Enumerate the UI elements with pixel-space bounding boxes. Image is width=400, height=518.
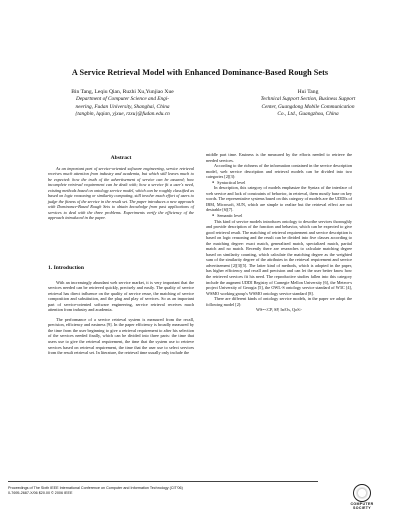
introduction-section: [48, 266, 194, 356]
intro-paragraph-2: The performance of a service retrieval system is measured from the recall, precision, efficiency and easiness [9]. In the paper efficiency is broadly measured by the time from the user beginning to give a retrieval requirement to after his selection of the services needed finally, which can be divided into three parts: the time that users use to give the retrieval requirement, the time that the system use to retrieve services based on retrieval requirement, the time that the user use to select services from the result retrieval set. In literature, the retrieval time usually only include the: [48, 316, 194, 356]
affiliation-left-1: Department of Computer Science and Engi-: [75, 96, 170, 103]
footer-rule: [8, 481, 318, 482]
abstract-text: As an important part of service-oriented software engineering, service retrieval receives much attention from industry and academia, but which still leaves much to be expected: how the truth of the advertisement of service can be assured; how incomplete retrieval requirement can be dealt with; how a service fit a user's need, existing methods based on ontology service model, which can be roughly classified as based on logic reasoning or similarity computing, still involve much effort of users to judge the fitness of the service in the result set. The paper introduces a new approach with Dominance-Based Rough Sets to obtain knowledge from past applications of services to deal with the three problems. Experiments verify the efficiency of the approach introduced in the paper.: [48, 165, 194, 221]
author-emails: {tangbin, lqqian, yjxue, rzxu}@fudan.edu.cn: [75, 111, 170, 118]
paper-title: A Service Retrieval Model with Enhanced Dominance-Based Rough Sets: [71, 68, 329, 77]
intro-paragraph-1: With an increasingly abundant web service market, it is very important that the services needed can be retrieved quickly, precisely and easily. The quality of service retrieval has direct influence on the quality of service reuse, the matching of service composition and substitution, and the plug and play of services. So as an important part of service-oriented software engineering, service retrieval receives much attention from industry and academia.: [48, 279, 194, 313]
bullet-syntactical: ● Syntactical level: [206, 180, 352, 186]
bullet-semantic: ● Semantic level: [206, 213, 352, 219]
affiliation-right-2: Center, Guangdong Mobile Communication: [261, 103, 355, 110]
right-paragraph-5: There are different kinds of ontology service models, in the paper we adopt the following model [2]:: [206, 296, 352, 307]
abstract-heading: Abstract: [110, 155, 132, 161]
seal-icon: [353, 484, 371, 502]
authors-left: [20, 89, 225, 119]
right-column: [206, 152, 352, 313]
introduction-heading: 1. Introduction: [48, 265, 84, 271]
author-names-right: Hui Tang: [297, 89, 319, 95]
right-paragraph-4: This kind of service models introduces ontology to describe services thoroughly and provide description of the function and behavior, which can be expected to give good retrieval result. The matching of retrieval requirement and service description is based on logic reasoning and the result can be divided into five classes according to the matching degree: exact match, generalized match, specialized match, partial match and no match. Recently there are researches to calculate matching degree based on similarity counting, which calculate the matching degree as the weighted sum of the similarity degree of the attributes in the retrieval requirement and service advertisement [2][3][5]. The latter kind of methods, which is adopted in the paper, has higher efficiency and recall and precision and can let the user better know how the retrieved services fit his need. The reproductive studies fallen into this category include the augment UDDI Registry of Carnegie Mellon University [6], the Meteor-s project University of Georgia [5], the OWL-S ontology service standard of W3C [4], WSMO working group's WSMO ontology service standard [8].: [206, 218, 352, 296]
right-paragraph-2: According to the richness of the information contained in the service description model, web service description and retrieval models can be divided into two categories [2][3]:: [206, 163, 352, 180]
right-paragraph-1: middle part time. Easiness is the measured by the efforts needed to retrieve the needed services.: [206, 152, 352, 163]
proceedings-footer: [8, 486, 183, 495]
affiliation-right-3: Co., Ltd., Guangzhou, China: [277, 111, 339, 118]
affiliation-right-1: Technical Support Section, Business Support: [260, 96, 356, 103]
computer-society-logo: [336, 484, 388, 514]
abstract-section: [48, 156, 194, 221]
model-formula: WS=<CP, SP, In/Os, QoS>: [256, 307, 302, 313]
right-paragraph-3: In description, this category of models emphasize the Syntax of the interface of web service and lack of constraints of behavior, in retrieval, them mostly base on key words. The representative systems based on this category of models are the UDDIs of IBM, Microsoft, SUN, which are simple to realize but the retrieval effect are not desirable [6][7].: [206, 185, 352, 213]
logo-line-2: SOCIETY: [353, 506, 371, 510]
footer-line-1: Proceedings of The Sixth IEEE International Conference on Computer and Information Technology (CIT'06): [8, 486, 183, 490]
logo-line-1: COMPUTER: [350, 502, 374, 506]
footer-line-2: 0-7695-2687-X/06 $20.00 © 2006 IEEE: [8, 490, 73, 495]
authors-right: [222, 89, 394, 119]
author-names-left: Bin Tang, Leqiu Qian, Ruzhi Xu,Yunjiao Xue: [71, 89, 174, 95]
affiliation-left-2: neering, Fudan University, Shanghai, China: [75, 103, 170, 110]
